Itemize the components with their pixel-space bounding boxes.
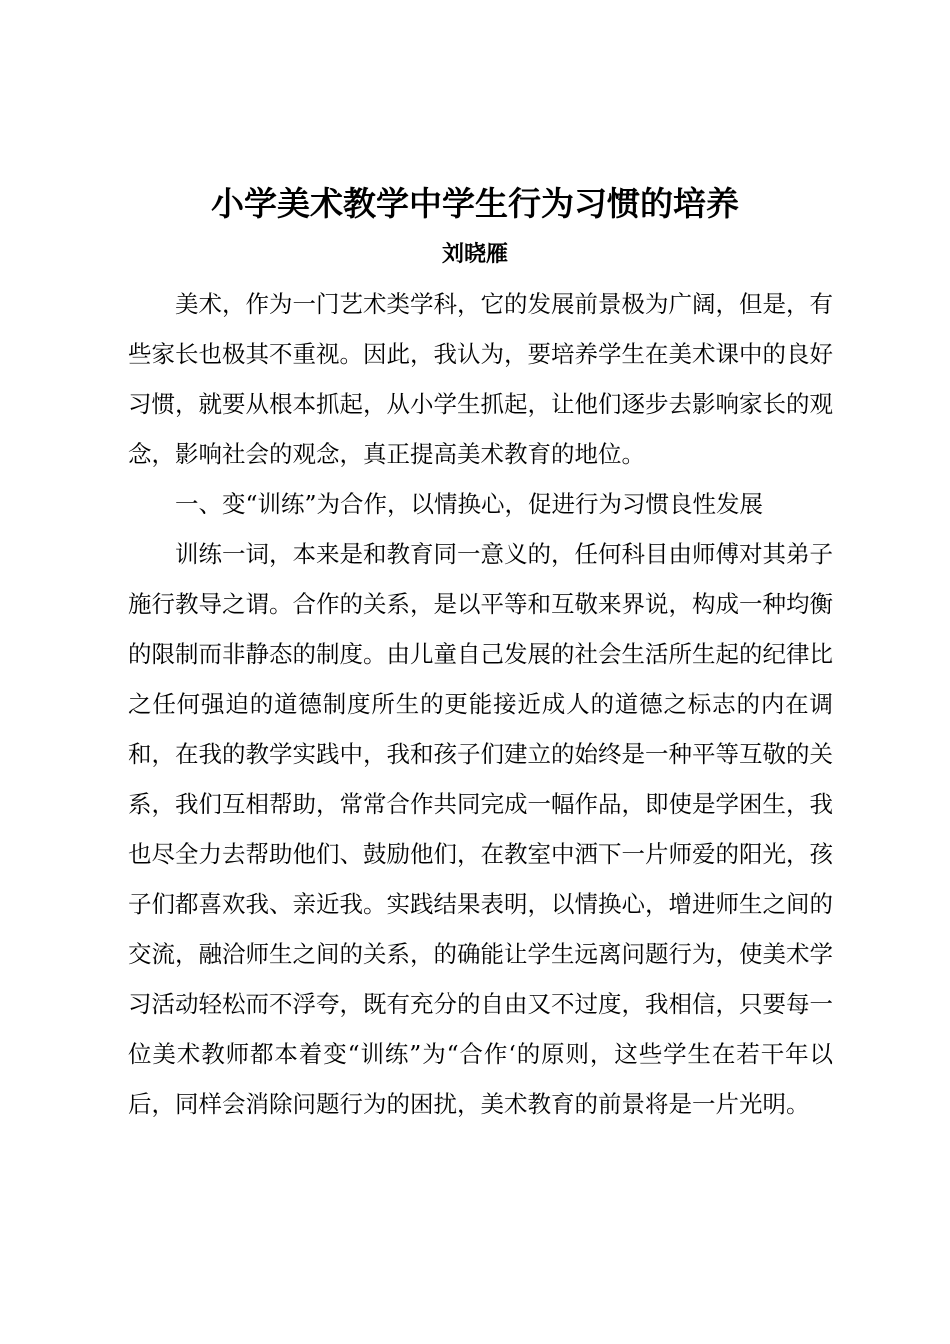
body-text [128, 279, 833, 1129]
author-name: 刘晓雁 [441, 241, 508, 267]
document-title: 小学美术教学中学生行为习惯的培养 [211, 184, 739, 223]
body-paragraph: 训练一词，本来是和教育同一意义的，任何科目由师傅对其弟子施行教导之谓。合作的关系，是以平等和互敬来界说，构成一种均衡的限制而非静态的制度。由儿童自己发展的社会生活所生起的纪律比之任何强迫的道德制度所生的更能接近成人的道德之标志的内在调和，在我的教学实践中，我和孩子们建立的始终是一种平等互敬的关系，我们互相帮助，常常合作共同完成一幅作品，即使是学困生，我也尽全力去帮助他们、鼓励他们，在教室中洒下一片师爱的阳光，孩子们都喜欢我、亲近我。实践结果表明，以情换心，增进师生之间的交流，融洽师生之间的关系，的确能让学生远离问题行为，使美术学习活动轻松而不浮夸，既有充分的自由又不过度，我相信，只要每一位美术教师都本着变“训练”为“合作‘的原则，这些学生在若干年以后，同样会消除问题行为的困扰，美术教育的前景将是一片光明。 [128, 540, 833, 1118]
section-heading: 一、变“训练”为合作，以情换心，促进行为习惯良性发展 [175, 490, 764, 518]
intro-paragraph: 美术，作为一门艺术类学科，它的发展前景极为广阔，但是，有些家长也极其不重视。因此，我认为，要培养学生在美术课中的良好习惯，就要从根本抓起，从小学生抓起，让他们逐步去影响家长的观念，影响社会的观念，真正提高美术教育的地位。 [128, 290, 833, 468]
